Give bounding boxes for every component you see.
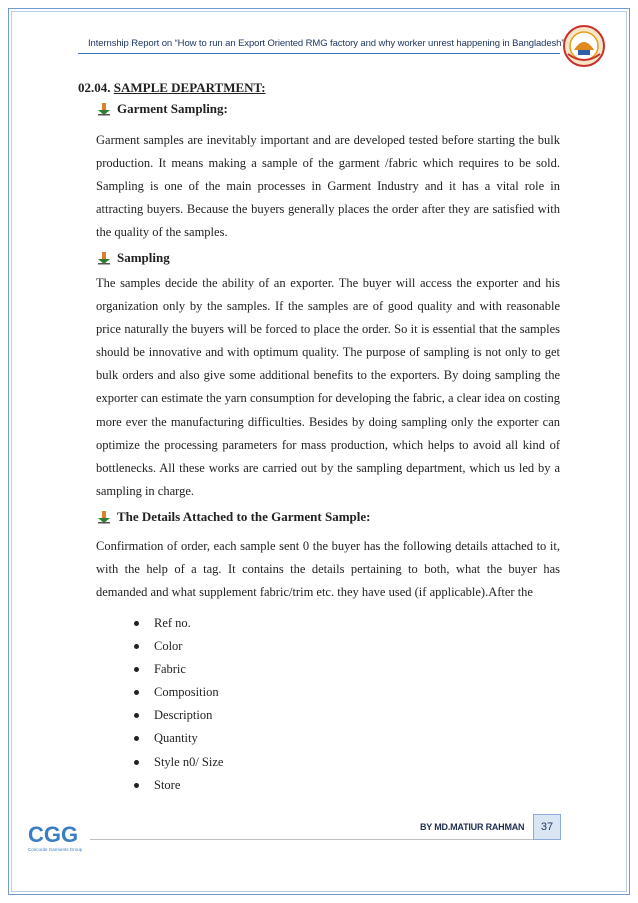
bullet-dot <box>134 690 139 695</box>
subheading-text: The Details Attached to the Garment Sample: <box>117 509 371 524</box>
header-rule <box>78 53 560 54</box>
bullet-dot <box>134 760 139 765</box>
subheading-text: Sampling <box>117 250 170 265</box>
arrow-bullet-icon <box>97 251 111 265</box>
list-item: Style n0/ Size <box>134 751 223 774</box>
bullet-dot <box>134 713 139 718</box>
paragraph-sampling: The samples decide the ability of an exporter. The buyer will access the exporter and his organization only by the samples. If the samples are of good quality and with reasonable price naturally the buyers will be forced to place the order. So it is essential that the samples should be innovative and with optimum quality. The purpose of sampling is not only to get bulk orders and also give some additional benefits to the exporters. By doing sampling the exporter can estimate the yarn consumption for developing the fabric, a clear idea on costing more ever the manufacturing difficulties. Besides by doing sampling only the exporter can optimize the processing parameters for mass production, which helps to avoid all kind of bottlenecks. All these works are carried out by the sampling department, which us led by a sampling in charge. <box>96 276 560 498</box>
running-header: Internship Report on “How to run an Export Oriented RMG factory and why worker unrest happening in Bangladesh” <box>88 38 565 49</box>
section-number: 02.04. <box>78 80 111 95</box>
footer-author: BY MD.MATIUR RAHMAN <box>420 822 525 832</box>
bullet-dot <box>134 736 139 741</box>
list-item: Ref no. <box>134 612 223 635</box>
bullet-dot <box>134 644 139 649</box>
cgg-logo <box>26 820 82 854</box>
page-number: 37 <box>533 814 561 840</box>
university-seal-logo <box>562 24 606 68</box>
svg-text:Concorde Garments Group: Concorde Garments Group <box>28 847 82 852</box>
bullet-dot <box>134 621 139 626</box>
list-item: Quantity <box>134 727 223 750</box>
subheading-garment-sampling <box>97 101 228 117</box>
arrow-bullet-icon <box>97 510 111 524</box>
bullet-dot <box>134 783 139 788</box>
list-item: Description <box>134 704 223 727</box>
list-item: Store <box>134 774 223 797</box>
subheading-sampling <box>97 250 170 266</box>
arrow-bullet-icon <box>97 102 111 116</box>
tag-details-list <box>134 612 223 797</box>
subheading-text: Garment Sampling: <box>117 101 228 116</box>
footer-rule <box>90 839 560 840</box>
list-item: Fabric <box>134 658 223 681</box>
svg-text:CGG: CGG <box>28 822 79 847</box>
list-item: Color <box>134 635 223 658</box>
paragraph-details-attached: Confirmation of order, each sample sent 0 the buyer has the following details attached to it, with the help of a tag. It contains the details pertaining to both, what the buyer has demanded and what supplement fabric/trim etc. they have used (if applicable).After the <box>96 539 560 600</box>
bullet-dot <box>134 667 139 672</box>
paragraph-garment-sampling: Garment samples are inevitably important and are developed tested before starting the bulk production. It means making a sample of the garment /fabric which requires to be sold. Sampling is one of the main processes in Garment Industry and it has a vital role in attracting buyers. Because the buyers generally places the order after they are satisfied with the quality of the samples. <box>96 133 560 240</box>
section-heading <box>78 80 266 96</box>
section-title: SAMPLE DEPARTMENT: <box>113 80 266 95</box>
subheading-details-attached <box>97 509 370 525</box>
cgg-logo-mark <box>26 820 82 854</box>
list-item: Composition <box>134 681 223 704</box>
